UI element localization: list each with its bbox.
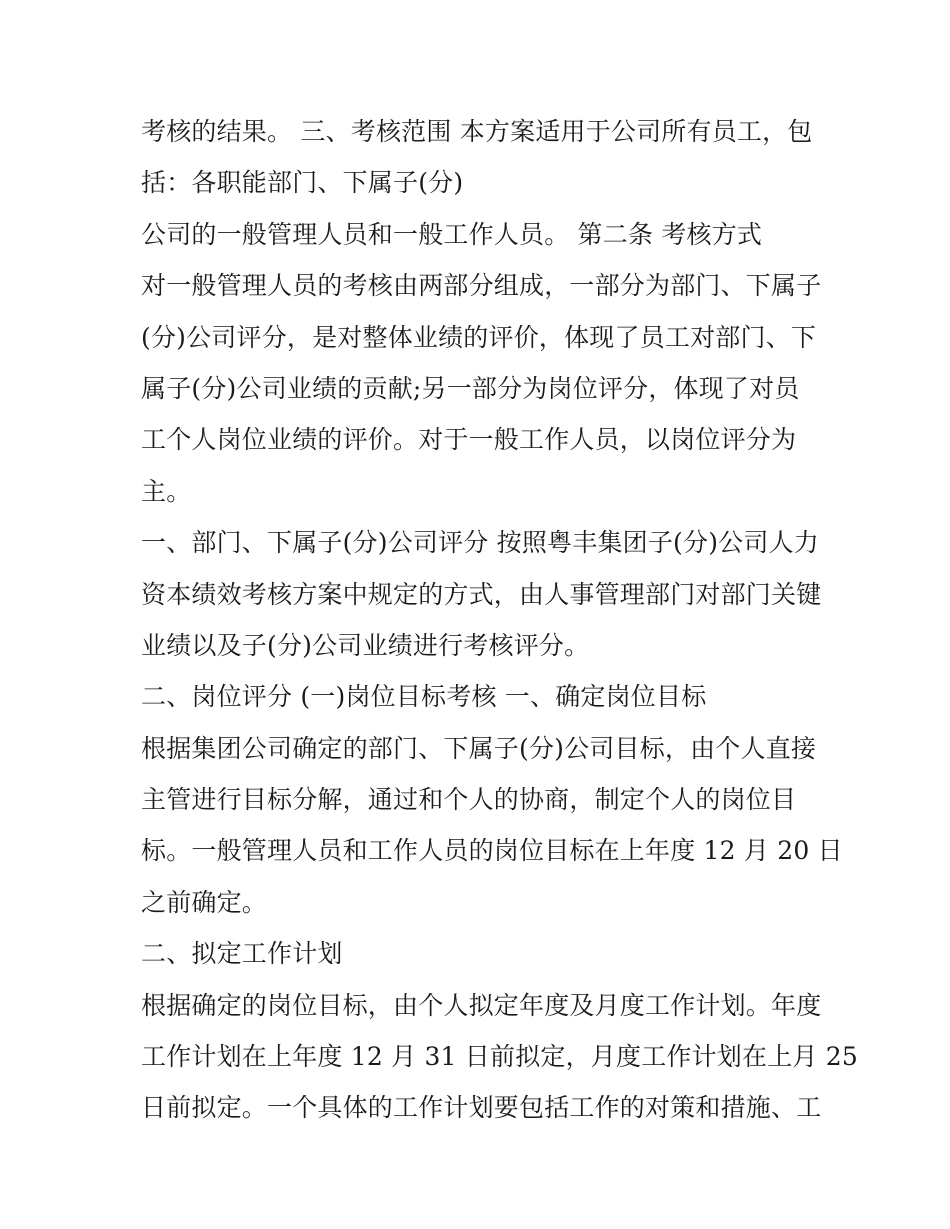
text-line: 二、拟定工作计划 — [141, 939, 343, 969]
document-body — [141, 106, 858, 1134]
text-line: 主。 — [141, 476, 192, 506]
text-line: 工作计划在上年度 12 月 31 日前拟定，月度工作计划在上月 25 — [141, 1042, 858, 1072]
text-line: 一、部门、下属子(分)公司评分 按照粤丰集团子(分)公司人力 — [141, 528, 819, 558]
text-line: 考核的结果。 三、考核范围 本方案适用于公司所有员工，包 — [141, 117, 813, 146]
text-line: 二、岗位评分 (一)岗位目标考核 一、确定岗位目标 — [141, 682, 707, 712]
text-line: (分)公司评分，是对整体业绩的评价，体现了员工对部门、下 — [141, 322, 817, 352]
text-line: 根据确定的岗位目标，由个人拟定年度及月度工作计划。年度 — [141, 990, 822, 1020]
text-line: 之前确定。 — [141, 887, 268, 917]
text-line: 根据集团公司确定的部门、下属子(分)公司目标，由个人直接 — [141, 733, 817, 763]
text-line: 标。一般管理人员和工作人员的岗位目标在上年度 12 月 20 日 — [141, 836, 843, 866]
text-line: 公司的一般管理人员和一般工作人员。 第二条 考核方式 — [141, 219, 763, 249]
text-line: 主管进行目标分解，通过和个人的协商，制定个人的岗位目 — [141, 785, 797, 815]
text-line: 工个人岗位业绩的评价。对于一般工作人员，以岗位评分为 — [141, 425, 797, 455]
text-line: 日前拟定。一个具体的工作计划要包括工作的对策和措施、工 — [141, 1093, 822, 1123]
text-line: 括：各职能部门、下属子(分) — [141, 168, 464, 198]
text-line: 对一般管理人员的考核由两部分组成，一部分为部门、下属子 — [141, 271, 822, 301]
text-line: 业绩以及子(分)公司业绩进行考核评分。 — [141, 630, 590, 660]
text-line: 属子(分)公司业绩的贡献;另一部分为岗位评分，体现了对员 — [141, 373, 800, 403]
text-line: 资本绩效考核方案中规定的方式，由人事管理部门对部门关键 — [141, 579, 822, 609]
